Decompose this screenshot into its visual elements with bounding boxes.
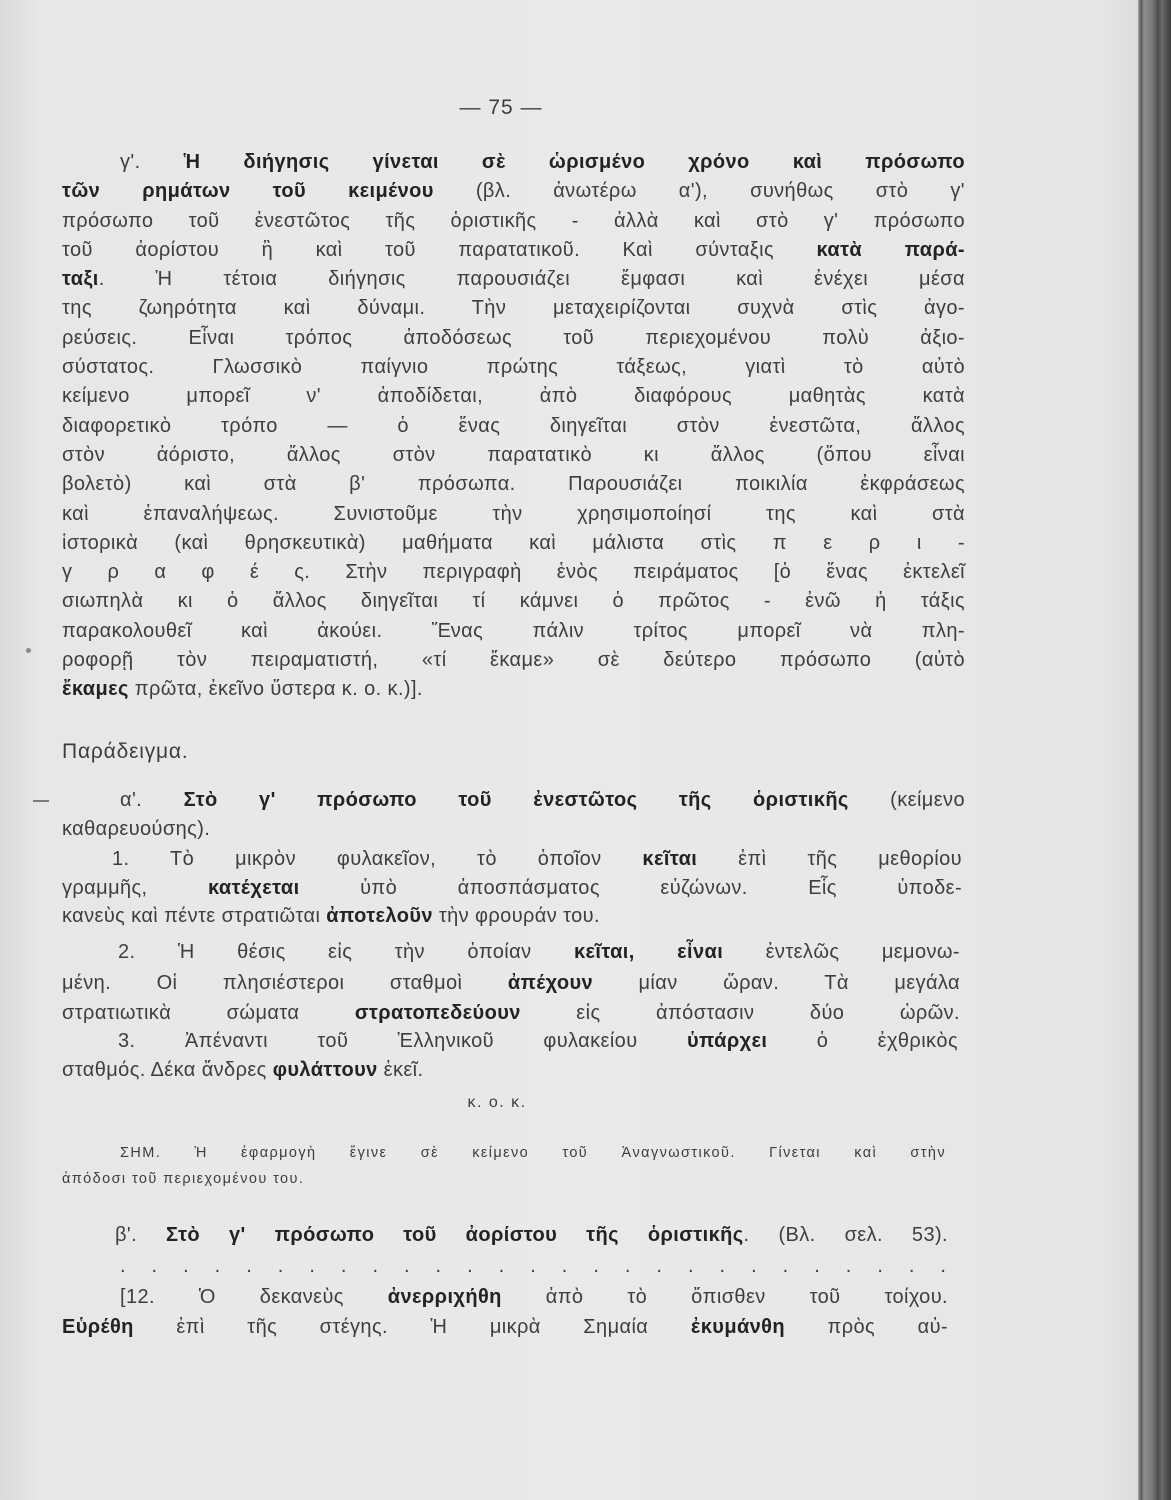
text-run: σύστατος. Γλωσσικὸ παίγνιο πρώτης τάξεως, γιατὶ τὸ αὐτὸ (62, 356, 965, 379)
text-line (62, 353, 965, 382)
text-run: [12. Ὁ δεκανεὺς (120, 1286, 388, 1308)
text-run: στὸν ἀόριστο, ἄλλος στὸν παρατατικὸ κι ἄλλος (ὅπου εἶναι (62, 443, 965, 466)
text-line (62, 1056, 958, 1085)
text-run: (βλ. ἀνωτέρω α'), συνήθως στὸ γ' (433, 180, 965, 203)
text-run: β'. (115, 1224, 167, 1246)
margin-mark (33, 800, 49, 802)
text-run: ἀπόδοσι τοῦ περιεχομένου του. (62, 1171, 305, 1187)
bold-text: κατὰ παρά- (816, 238, 965, 261)
text-run: βολετὸ) καὶ στὰ β' πρόσωπα. Παρουσιάζει ποικιλία ἐκφράσεως (62, 473, 965, 496)
text-line (62, 675, 965, 704)
example-a-item-2 (62, 937, 960, 1029)
bold-text: κεῖται (642, 848, 698, 870)
text-run: κανεὺς καὶ πέντε στρατιῶται (62, 905, 327, 927)
text-run: μένη. Οἱ πλησιέστεροι σταθμοὶ (62, 971, 508, 994)
text-run: σιωπηλὰ κι ὁ ἄλλος διηγεῖται τί κάμνει ὁ πρῶτος - ἐνῶ ἡ τάξις (62, 590, 965, 613)
bold-text: ἔκαμες (62, 678, 129, 701)
text-line (62, 1312, 948, 1342)
text-line (62, 1140, 946, 1166)
bold-text: ταξι (62, 268, 99, 291)
text-line (62, 1027, 958, 1056)
text-run: πρῶτα, ἐκεῖνο ὕστερα κ. ο. κ.)]. (128, 678, 423, 701)
bold-text: τῶν ρημάτων τοῦ κειμένου (62, 180, 434, 203)
bold-text: στρατοπεδεύουν (354, 1002, 521, 1024)
bold-text: κατέχεται (208, 876, 300, 899)
text-run: γ ρ α φ έ ς. Στὴν περιγραφὴ ἑνὸς πειράματος [ὁ ἕνας ἐκτελεῖ (62, 561, 965, 584)
bold-text: Εὑρέθη (62, 1316, 134, 1338)
bold-text: ὑπάρχει (686, 1030, 768, 1052)
text-line (62, 786, 965, 815)
text-run: πρόσωπο τοῦ ἐνεστῶτος τῆς ὁριστικῆς - ἀλλὰ καὶ στὸ γ' πρόσωπο (62, 209, 965, 232)
text-run: στρατιωτικὰ σώματα (62, 1002, 355, 1024)
text-run: ἐπὶ τῆς στέγης. Ἡ μικρὰ Σημαία (133, 1316, 691, 1338)
text-line (62, 1282, 948, 1312)
text-line (62, 874, 962, 903)
text-line (62, 968, 960, 999)
text-run: καὶ ἐπαναλήψεως. Συνιστοῦμε τὴν χρησιμοποίησί της καὶ στὰ (62, 502, 965, 525)
text-run: κείμενο μπορεῖ ν' ἀποδίδεται, ἀπὸ διαφόρους μαθητὰς κατὰ (62, 385, 965, 408)
example-b-item-12 (62, 1282, 948, 1342)
text-run: ρεύσεις. Εἶναι τρόπος ἀποδόσεως τοῦ περιεχομένου πολὺ ἀξιο- (62, 326, 965, 349)
bold-text: Στὸ γ' πρόσωπο τοῦ ἐνεστῶτος τῆς ὁριστικῆς (183, 789, 849, 811)
text-line (62, 902, 962, 931)
text-run: της ζωηρότητα καὶ δύναμι. Τὴν μεταχειρίζονται συχνὰ στὶς ἀγο- (62, 297, 965, 320)
bold-text: ἀποτελοῦν (326, 905, 433, 927)
bold-text: κεῖται, εἶναι (573, 941, 724, 963)
text-line (62, 207, 965, 236)
text-run: ἱστορικὰ (καὶ θρησκευτικὰ) μαθήματα καὶ μάλιστα στὶς π ε ρ ι - (62, 531, 965, 554)
etc-marker: κ. ο. κ. (467, 1094, 527, 1111)
page-edge-shadow (1138, 0, 1171, 1500)
text-run: 3. Ἀπέναντι τοῦ Ἑλληνικοῦ φυλακείου (118, 1030, 687, 1052)
text-run: ἐντελῶς μεμονω- (723, 941, 960, 963)
text-run: πρὸς αὐ- (785, 1316, 948, 1338)
text-line (62, 529, 965, 558)
text-line (62, 1221, 948, 1250)
text-line (62, 998, 960, 1029)
text-run: ἐπὶ τῆς μεθορίου (697, 848, 963, 870)
text-run: ὑπὸ ἀποσπάσματος εὐζώνων. Εἷς ὑποδε- (299, 876, 963, 899)
example-a-item-3 (62, 1027, 958, 1085)
text-run: εἰς ἀπόστασιν δύο ὡρῶν. (520, 1002, 960, 1024)
bold-text: ἐκυμάνθη (690, 1316, 785, 1338)
text-line (62, 265, 965, 294)
text-run: γραμμῆς, (62, 876, 209, 899)
text-line (62, 558, 965, 587)
text-line (62, 441, 965, 470)
text-line (62, 646, 965, 675)
text-run: 2. Ἡ θέσις εἰς τὴν ὁποίαν (118, 941, 574, 963)
text-run: (κείμενο (848, 789, 965, 811)
text-run: ἀπὸ τὸ ὄπισθεν τοῦ τοίχου. (501, 1286, 949, 1308)
margin-mark (26, 648, 31, 653)
text-line (62, 382, 965, 411)
text-line (62, 177, 965, 206)
text-run: διαφορετικὸ τρόπο — ὁ ἕνας διηγεῖται στὸν ἐνεστῶτα, ἄλλος (62, 414, 965, 437)
text-line (62, 412, 965, 441)
text-run: ροφορῇ τὸν πειραματιστή, «τί ἔκαμε» σὲ δεύτερο πρόσωπο (αὐτὸ (62, 649, 965, 672)
text-line (62, 470, 965, 499)
intro-paragraph (62, 148, 965, 705)
text-run: παρακολουθεῖ καὶ ἀκούει. Ἕνας πάλιν τρίτος μπορεῖ νὰ πλη- (62, 619, 965, 642)
text-run: τοῦ ἀορίστου ἢ καὶ τοῦ παρατατικοῦ. Καὶ σύνταξις (62, 238, 817, 261)
text-line (62, 937, 960, 968)
text-line (62, 845, 962, 874)
text-line (62, 294, 965, 323)
text-run: τὴν φρουράν του. (432, 905, 600, 927)
bold-text: Ἡ διήγησις γίνεται σὲ ὡρισμένο χρόνο καὶ πρόσωπο (183, 151, 965, 173)
text-run: σταθμός. Δέκα ἄνδρες (62, 1059, 273, 1081)
example-b-heading (62, 1221, 948, 1250)
text-run: ΣΗΜ. Ἡ ἐφαρμογὴ ἔγινε σὲ κείμενο τοῦ Ἀναγνωστικοῦ. Γίνεται καὶ στὴν (120, 1145, 946, 1161)
text-run: καθαρευούσης). (62, 818, 211, 840)
text-run: μίαν ὥραν. Τὰ μεγάλα (593, 971, 960, 994)
text-line (62, 815, 965, 844)
text-run: ὁ ἐχθρικὸς (767, 1030, 958, 1052)
text-run: γ'. (120, 151, 184, 173)
example-title: Παράδειγμα. (62, 740, 189, 763)
bold-text: φυλάττουν (272, 1059, 378, 1081)
ellipsis-row: . . . . . . . . . . . . . . . . . . . . . . . . . . . (120, 1255, 946, 1277)
text-line (62, 236, 965, 265)
bold-text: ἀπέχουν (507, 971, 594, 994)
text-line (62, 148, 965, 177)
example-a-item-1 (62, 845, 962, 931)
page-number: — 75 — (459, 96, 543, 119)
text-line (62, 500, 965, 529)
text-run: . (Βλ. σελ. 53). (743, 1224, 948, 1246)
bold-text: ἀνερριχήθη (387, 1286, 502, 1308)
text-line (62, 1166, 946, 1192)
text-line (62, 617, 965, 646)
text-run: 1. Τὸ μικρὸν φυλακεῖον, τὸ ὁποῖον (112, 848, 643, 870)
text-run: ἐκεῖ. (377, 1059, 424, 1081)
example-a-heading (62, 786, 965, 844)
bold-text: Στὸ γ' πρόσωπο τοῦ ἀορίστου τῆς ὁριστικῆς (166, 1224, 744, 1246)
text-run: α'. (120, 789, 184, 811)
text-line (62, 587, 965, 616)
text-line (62, 324, 965, 353)
text-run: . Ἡ τέτοια διήγησις παρουσιάζει ἔμφασι καὶ ἐνέχει μέσα (98, 268, 965, 291)
footnote (62, 1140, 946, 1192)
